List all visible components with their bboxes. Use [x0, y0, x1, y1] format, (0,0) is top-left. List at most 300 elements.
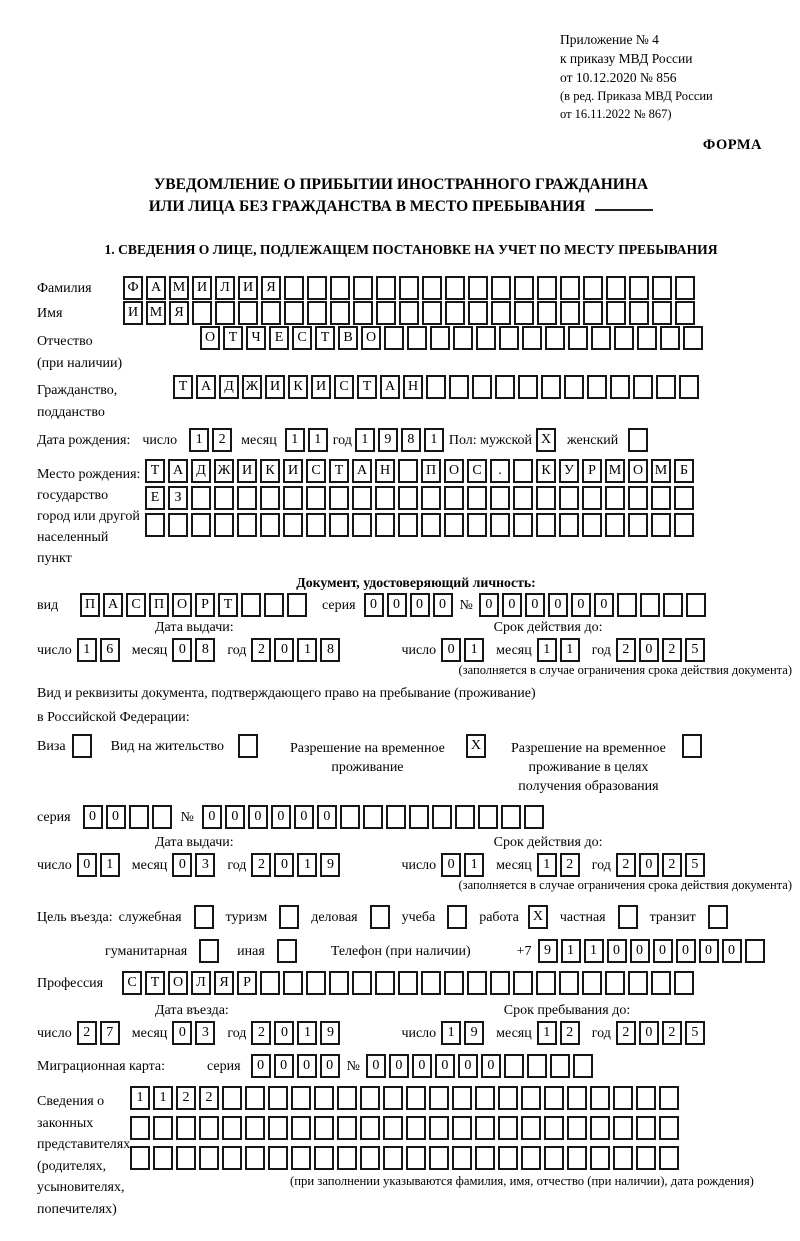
- char-cell[interactable]: Т: [223, 326, 243, 350]
- char-cell[interactable]: [407, 326, 427, 350]
- char-cell[interactable]: К: [260, 459, 280, 483]
- char-cell[interactable]: [537, 276, 557, 300]
- char-cell[interactable]: Т: [315, 326, 335, 350]
- char-cell[interactable]: 0: [172, 638, 192, 662]
- char-cell[interactable]: 0: [274, 853, 294, 877]
- purpose-private-checkbox-cell[interactable]: [618, 905, 638, 929]
- char-cell[interactable]: [567, 1116, 587, 1140]
- residence-permit-checkbox-cell[interactable]: [238, 734, 258, 758]
- char-cell[interactable]: Р: [582, 459, 602, 483]
- char-cell[interactable]: [559, 513, 579, 537]
- char-cell[interactable]: [636, 1116, 656, 1140]
- char-cell[interactable]: [614, 326, 634, 350]
- char-cell[interactable]: 1: [584, 939, 604, 963]
- char-cell[interactable]: [478, 805, 498, 829]
- char-cell[interactable]: [660, 326, 680, 350]
- char-cell[interactable]: Т: [357, 375, 377, 399]
- char-cell[interactable]: [674, 971, 694, 995]
- char-cell[interactable]: [495, 375, 515, 399]
- char-cell[interactable]: [222, 1116, 242, 1140]
- char-cell[interactable]: [406, 1086, 426, 1110]
- char-cell[interactable]: 0: [83, 805, 103, 829]
- char-cell[interactable]: Л: [215, 276, 235, 300]
- char-cell[interactable]: [268, 1086, 288, 1110]
- char-cell[interactable]: [422, 301, 442, 325]
- char-cell[interactable]: [444, 486, 464, 510]
- char-cell[interactable]: З: [168, 486, 188, 510]
- char-cell[interactable]: Б: [674, 459, 694, 483]
- char-cell[interactable]: [651, 513, 671, 537]
- char-cell[interactable]: [476, 326, 496, 350]
- purpose-business-checkbox-cell[interactable]: [370, 905, 390, 929]
- char-cell[interactable]: И: [123, 301, 143, 325]
- char-cell[interactable]: [683, 326, 703, 350]
- char-cell[interactable]: [468, 301, 488, 325]
- char-cell[interactable]: [130, 1116, 150, 1140]
- char-cell[interactable]: Ф: [123, 276, 143, 300]
- char-cell[interactable]: [383, 1146, 403, 1170]
- char-cell[interactable]: [656, 375, 676, 399]
- char-cell[interactable]: [521, 1116, 541, 1140]
- purpose-tourism-checkbox-cell[interactable]: [279, 905, 299, 929]
- char-cell[interactable]: [314, 1086, 334, 1110]
- char-cell[interactable]: [583, 276, 603, 300]
- char-cell[interactable]: [659, 1086, 679, 1110]
- char-cell[interactable]: [445, 276, 465, 300]
- char-cell[interactable]: [406, 1146, 426, 1170]
- char-cell[interactable]: [491, 301, 511, 325]
- char-cell[interactable]: [521, 1146, 541, 1170]
- char-cell[interactable]: 0: [653, 939, 673, 963]
- char-cell[interactable]: Р: [195, 593, 215, 617]
- char-cell[interactable]: [514, 301, 534, 325]
- char-cell[interactable]: [176, 1116, 196, 1140]
- char-cell[interactable]: [284, 276, 304, 300]
- char-cell[interactable]: [475, 1086, 495, 1110]
- char-cell[interactable]: [222, 1146, 242, 1170]
- char-cell[interactable]: К: [536, 459, 556, 483]
- char-cell[interactable]: [353, 301, 373, 325]
- char-cell[interactable]: [633, 375, 653, 399]
- char-cell[interactable]: 5: [685, 638, 705, 662]
- char-cell[interactable]: [409, 805, 429, 829]
- purpose-official-checkbox-cell[interactable]: [194, 905, 214, 929]
- purpose-work-checkbox-cell[interactable]: X: [528, 905, 548, 929]
- char-cell[interactable]: 2: [176, 1086, 196, 1110]
- char-cell[interactable]: [628, 971, 648, 995]
- char-cell[interactable]: 0: [248, 805, 268, 829]
- char-cell[interactable]: [192, 301, 212, 325]
- char-cell[interactable]: [590, 1086, 610, 1110]
- char-cell[interactable]: [376, 301, 396, 325]
- char-cell[interactable]: 0: [548, 593, 568, 617]
- char-cell[interactable]: И: [237, 459, 257, 483]
- char-cell[interactable]: [674, 513, 694, 537]
- char-cell[interactable]: 0: [441, 638, 461, 662]
- char-cell[interactable]: 0: [594, 593, 614, 617]
- char-cell[interactable]: [475, 1116, 495, 1140]
- char-cell[interactable]: [544, 1116, 564, 1140]
- char-cell[interactable]: [329, 513, 349, 537]
- char-cell[interactable]: 9: [538, 939, 558, 963]
- char-cell[interactable]: [307, 301, 327, 325]
- char-cell[interactable]: [237, 513, 257, 537]
- char-cell[interactable]: [629, 276, 649, 300]
- char-cell[interactable]: [606, 276, 626, 300]
- char-cell[interactable]: [636, 1146, 656, 1170]
- char-cell[interactable]: [637, 326, 657, 350]
- char-cell[interactable]: [605, 486, 625, 510]
- char-cell[interactable]: 2: [199, 1086, 219, 1110]
- char-cell[interactable]: В: [338, 326, 358, 350]
- char-cell[interactable]: [261, 301, 281, 325]
- char-cell[interactable]: [498, 1116, 518, 1140]
- char-cell[interactable]: [360, 1116, 380, 1140]
- char-cell[interactable]: [490, 971, 510, 995]
- char-cell[interactable]: 0: [294, 805, 314, 829]
- char-cell[interactable]: 0: [433, 593, 453, 617]
- char-cell[interactable]: 1: [130, 1086, 150, 1110]
- char-cell[interactable]: 0: [271, 805, 291, 829]
- char-cell[interactable]: И: [283, 459, 303, 483]
- char-cell[interactable]: А: [380, 375, 400, 399]
- char-cell[interactable]: [152, 805, 172, 829]
- char-cell[interactable]: А: [103, 593, 123, 617]
- char-cell[interactable]: 8: [401, 428, 421, 452]
- char-cell[interactable]: [340, 805, 360, 829]
- char-cell[interactable]: С: [122, 971, 142, 995]
- char-cell[interactable]: 1: [308, 428, 328, 452]
- char-cell[interactable]: [445, 301, 465, 325]
- char-cell[interactable]: [452, 1086, 472, 1110]
- char-cell[interactable]: [513, 459, 533, 483]
- char-cell[interactable]: [545, 326, 565, 350]
- char-cell[interactable]: 0: [317, 805, 337, 829]
- char-cell[interactable]: М: [651, 459, 671, 483]
- char-cell[interactable]: Д: [191, 459, 211, 483]
- char-cell[interactable]: [452, 1116, 472, 1140]
- char-cell[interactable]: [659, 1116, 679, 1140]
- char-cell[interactable]: [283, 486, 303, 510]
- char-cell[interactable]: [567, 1146, 587, 1170]
- char-cell[interactable]: [260, 971, 280, 995]
- char-cell[interactable]: С: [126, 593, 146, 617]
- char-cell[interactable]: 1: [297, 638, 317, 662]
- char-cell[interactable]: [375, 486, 395, 510]
- char-cell[interactable]: Т: [329, 459, 349, 483]
- char-cell[interactable]: 1: [153, 1086, 173, 1110]
- char-cell[interactable]: 0: [441, 853, 461, 877]
- purpose-other-checkbox-cell[interactable]: [277, 939, 297, 963]
- char-cell[interactable]: [306, 486, 326, 510]
- char-cell[interactable]: [130, 1146, 150, 1170]
- char-cell[interactable]: 3: [195, 1021, 215, 1045]
- char-cell[interactable]: [398, 459, 418, 483]
- char-cell[interactable]: [679, 375, 699, 399]
- visa-checkbox-cell[interactable]: [72, 734, 92, 758]
- char-cell[interactable]: 0: [225, 805, 245, 829]
- char-cell[interactable]: [610, 375, 630, 399]
- char-cell[interactable]: 6: [100, 638, 120, 662]
- char-cell[interactable]: [360, 1146, 380, 1170]
- char-cell[interactable]: [383, 1116, 403, 1140]
- char-cell[interactable]: [284, 301, 304, 325]
- char-cell[interactable]: [199, 1116, 219, 1140]
- char-cell[interactable]: Е: [269, 326, 289, 350]
- char-cell[interactable]: 1: [560, 638, 580, 662]
- female-checkbox-cell[interactable]: [628, 428, 648, 452]
- char-cell[interactable]: 2: [662, 638, 682, 662]
- char-cell[interactable]: [398, 486, 418, 510]
- char-cell[interactable]: [640, 593, 660, 617]
- char-cell[interactable]: 0: [297, 1054, 317, 1078]
- char-cell[interactable]: С: [334, 375, 354, 399]
- char-cell[interactable]: [352, 486, 372, 510]
- char-cell[interactable]: М: [169, 276, 189, 300]
- char-cell[interactable]: [573, 1054, 593, 1078]
- char-cell[interactable]: [214, 486, 234, 510]
- char-cell[interactable]: [628, 486, 648, 510]
- male-checkbox-cell[interactable]: X: [536, 428, 556, 452]
- char-cell[interactable]: [314, 1146, 334, 1170]
- char-cell[interactable]: Т: [145, 459, 165, 483]
- char-cell[interactable]: [560, 301, 580, 325]
- char-cell[interactable]: Н: [403, 375, 423, 399]
- char-cell[interactable]: 5: [685, 853, 705, 877]
- char-cell[interactable]: И: [311, 375, 331, 399]
- char-cell[interactable]: [499, 326, 519, 350]
- char-cell[interactable]: [582, 971, 602, 995]
- char-cell[interactable]: 0: [607, 939, 627, 963]
- char-cell[interactable]: [329, 486, 349, 510]
- char-cell[interactable]: [536, 486, 556, 510]
- char-cell[interactable]: [421, 513, 441, 537]
- char-cell[interactable]: [550, 1054, 570, 1078]
- char-cell[interactable]: Т: [218, 593, 238, 617]
- char-cell[interactable]: Ж: [242, 375, 262, 399]
- char-cell[interactable]: 1: [297, 1021, 317, 1045]
- char-cell[interactable]: [237, 486, 257, 510]
- char-cell[interactable]: [429, 1116, 449, 1140]
- char-cell[interactable]: [567, 1086, 587, 1110]
- char-cell[interactable]: 1: [100, 853, 120, 877]
- purpose-study-checkbox-cell[interactable]: [447, 905, 467, 929]
- char-cell[interactable]: 2: [560, 1021, 580, 1045]
- char-cell[interactable]: 8: [195, 638, 215, 662]
- char-cell[interactable]: [651, 486, 671, 510]
- char-cell[interactable]: 2: [616, 853, 636, 877]
- char-cell[interactable]: 0: [479, 593, 499, 617]
- char-cell[interactable]: 1: [537, 1021, 557, 1045]
- char-cell[interactable]: [260, 513, 280, 537]
- char-cell[interactable]: С: [292, 326, 312, 350]
- char-cell[interactable]: 0: [172, 853, 192, 877]
- char-cell[interactable]: [498, 1086, 518, 1110]
- char-cell[interactable]: 1: [77, 638, 97, 662]
- char-cell[interactable]: [564, 375, 584, 399]
- char-cell[interactable]: [245, 1086, 265, 1110]
- char-cell[interactable]: [513, 971, 533, 995]
- char-cell[interactable]: [214, 513, 234, 537]
- char-cell[interactable]: [628, 513, 648, 537]
- char-cell[interactable]: Д: [219, 375, 239, 399]
- char-cell[interactable]: 2: [616, 1021, 636, 1045]
- char-cell[interactable]: А: [196, 375, 216, 399]
- char-cell[interactable]: [314, 1116, 334, 1140]
- char-cell[interactable]: [421, 486, 441, 510]
- char-cell[interactable]: 0: [699, 939, 719, 963]
- char-cell[interactable]: П: [149, 593, 169, 617]
- char-cell[interactable]: И: [192, 276, 212, 300]
- char-cell[interactable]: [452, 1146, 472, 1170]
- char-cell[interactable]: [498, 1146, 518, 1170]
- char-cell[interactable]: [399, 276, 419, 300]
- char-cell[interactable]: [559, 971, 579, 995]
- char-cell[interactable]: [238, 301, 258, 325]
- char-cell[interactable]: [636, 1086, 656, 1110]
- char-cell[interactable]: [582, 486, 602, 510]
- char-cell[interactable]: [536, 513, 556, 537]
- char-cell[interactable]: И: [265, 375, 285, 399]
- char-cell[interactable]: [544, 1086, 564, 1110]
- char-cell[interactable]: С: [306, 459, 326, 483]
- char-cell[interactable]: 1: [285, 428, 305, 452]
- char-cell[interactable]: [613, 1116, 633, 1140]
- char-cell[interactable]: [291, 1086, 311, 1110]
- char-cell[interactable]: [352, 513, 372, 537]
- char-cell[interactable]: [652, 276, 672, 300]
- char-cell[interactable]: [467, 971, 487, 995]
- char-cell[interactable]: 0: [320, 1054, 340, 1078]
- char-cell[interactable]: Я: [169, 301, 189, 325]
- char-cell[interactable]: [501, 805, 521, 829]
- char-cell[interactable]: И: [238, 276, 258, 300]
- char-cell[interactable]: 1: [441, 1021, 461, 1045]
- char-cell[interactable]: [422, 276, 442, 300]
- char-cell[interactable]: [591, 326, 611, 350]
- char-cell[interactable]: [514, 276, 534, 300]
- char-cell[interactable]: [453, 326, 473, 350]
- char-cell[interactable]: О: [628, 459, 648, 483]
- char-cell[interactable]: П: [421, 459, 441, 483]
- char-cell[interactable]: 2: [616, 638, 636, 662]
- char-cell[interactable]: 0: [77, 853, 97, 877]
- char-cell[interactable]: 0: [202, 805, 222, 829]
- char-cell[interactable]: 7: [100, 1021, 120, 1045]
- char-cell[interactable]: [363, 805, 383, 829]
- char-cell[interactable]: 5: [685, 1021, 705, 1045]
- char-cell[interactable]: [376, 276, 396, 300]
- char-cell[interactable]: [605, 971, 625, 995]
- char-cell[interactable]: 0: [274, 1021, 294, 1045]
- char-cell[interactable]: [283, 513, 303, 537]
- char-cell[interactable]: [145, 513, 165, 537]
- char-cell[interactable]: [215, 301, 235, 325]
- char-cell[interactable]: [490, 486, 510, 510]
- char-cell[interactable]: [176, 1146, 196, 1170]
- char-cell[interactable]: [353, 276, 373, 300]
- char-cell[interactable]: О: [200, 326, 220, 350]
- char-cell[interactable]: [306, 971, 326, 995]
- char-cell[interactable]: 1: [537, 853, 557, 877]
- char-cell[interactable]: [260, 486, 280, 510]
- char-cell[interactable]: [675, 276, 695, 300]
- char-cell[interactable]: [522, 326, 542, 350]
- char-cell[interactable]: [560, 276, 580, 300]
- char-cell[interactable]: [467, 513, 487, 537]
- char-cell[interactable]: [617, 593, 637, 617]
- char-cell[interactable]: [652, 301, 672, 325]
- char-cell[interactable]: [521, 1086, 541, 1110]
- char-cell[interactable]: [686, 593, 706, 617]
- char-cell[interactable]: 2: [212, 428, 232, 452]
- char-cell[interactable]: [241, 593, 261, 617]
- char-cell[interactable]: 0: [525, 593, 545, 617]
- char-cell[interactable]: [329, 971, 349, 995]
- char-cell[interactable]: [245, 1116, 265, 1140]
- char-cell[interactable]: [613, 1086, 633, 1110]
- char-cell[interactable]: 2: [77, 1021, 97, 1045]
- char-cell[interactable]: .: [490, 459, 510, 483]
- char-cell[interactable]: [524, 805, 544, 829]
- char-cell[interactable]: 9: [464, 1021, 484, 1045]
- char-cell[interactable]: [472, 375, 492, 399]
- char-cell[interactable]: [544, 1146, 564, 1170]
- char-cell[interactable]: 0: [639, 638, 659, 662]
- char-cell[interactable]: О: [361, 326, 381, 350]
- char-cell[interactable]: Я: [214, 971, 234, 995]
- char-cell[interactable]: [399, 301, 419, 325]
- char-cell[interactable]: [613, 1146, 633, 1170]
- char-cell[interactable]: 1: [297, 853, 317, 877]
- char-cell[interactable]: 0: [676, 939, 696, 963]
- char-cell[interactable]: 2: [251, 1021, 271, 1045]
- char-cell[interactable]: [337, 1116, 357, 1140]
- char-cell[interactable]: 0: [274, 1054, 294, 1078]
- char-cell[interactable]: [330, 276, 350, 300]
- char-cell[interactable]: М: [605, 459, 625, 483]
- char-cell[interactable]: [663, 593, 683, 617]
- char-cell[interactable]: [291, 1146, 311, 1170]
- char-cell[interactable]: [583, 301, 603, 325]
- char-cell[interactable]: [430, 326, 450, 350]
- char-cell[interactable]: [291, 1116, 311, 1140]
- char-cell[interactable]: 0: [639, 1021, 659, 1045]
- char-cell[interactable]: 1: [464, 638, 484, 662]
- char-cell[interactable]: У: [559, 459, 579, 483]
- char-cell[interactable]: [674, 486, 694, 510]
- char-cell[interactable]: [245, 1146, 265, 1170]
- char-cell[interactable]: [568, 326, 588, 350]
- char-cell[interactable]: [537, 301, 557, 325]
- char-cell[interactable]: [191, 513, 211, 537]
- char-cell[interactable]: Ч: [246, 326, 266, 350]
- char-cell[interactable]: 1: [464, 853, 484, 877]
- char-cell[interactable]: Я: [261, 276, 281, 300]
- char-cell[interactable]: [383, 1086, 403, 1110]
- char-cell[interactable]: [675, 301, 695, 325]
- char-cell[interactable]: 0: [251, 1054, 271, 1078]
- char-cell[interactable]: 0: [630, 939, 650, 963]
- char-cell[interactable]: О: [172, 593, 192, 617]
- char-cell[interactable]: [455, 805, 475, 829]
- char-cell[interactable]: [587, 375, 607, 399]
- char-cell[interactable]: А: [352, 459, 372, 483]
- char-cell[interactable]: 0: [106, 805, 126, 829]
- char-cell[interactable]: [191, 486, 211, 510]
- char-cell[interactable]: [659, 1146, 679, 1170]
- char-cell[interactable]: [467, 486, 487, 510]
